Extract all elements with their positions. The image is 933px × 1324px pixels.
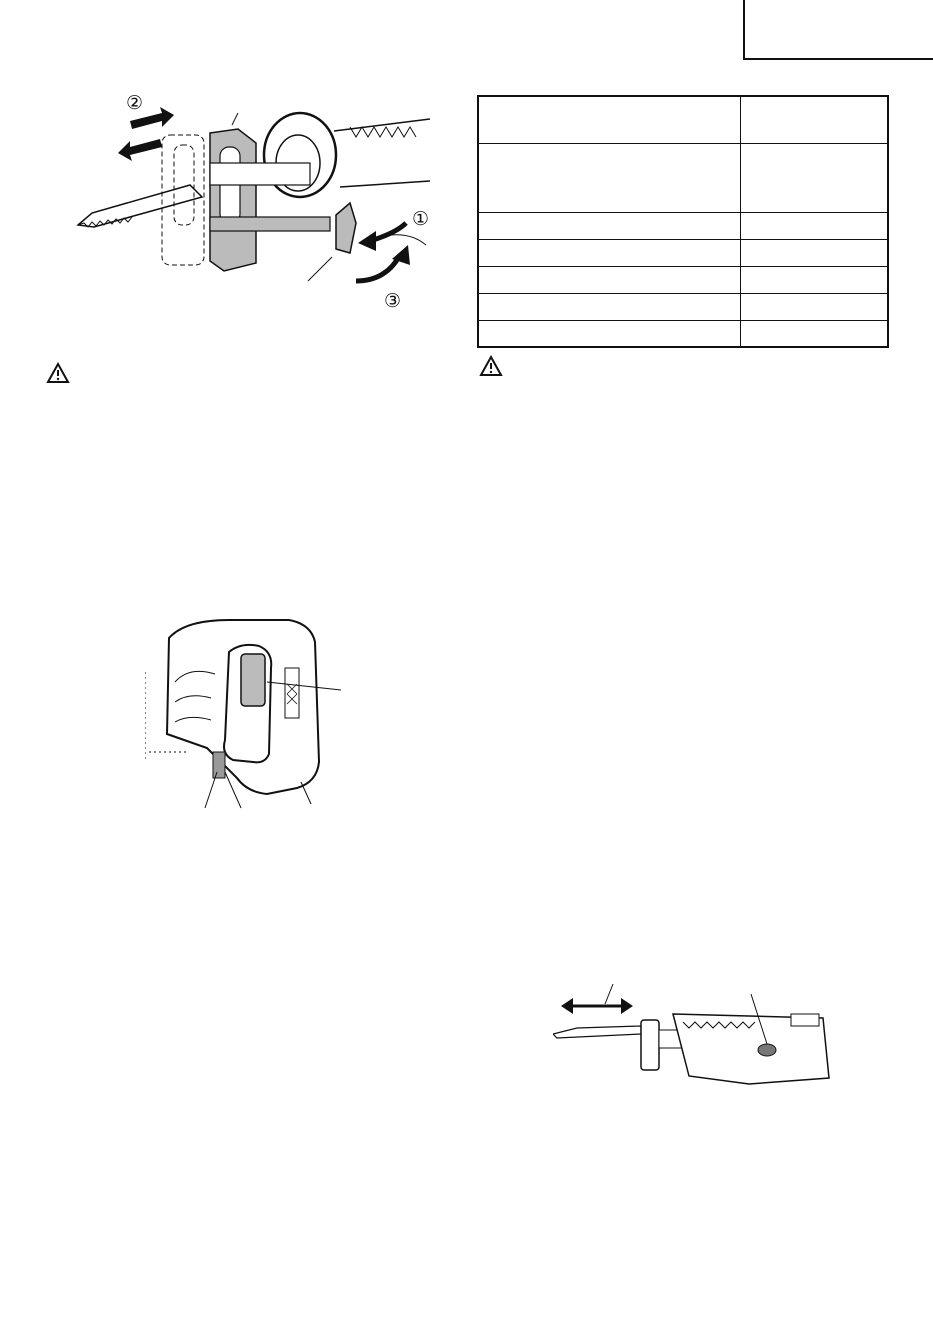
double-arrow-icon: [118, 107, 174, 161]
warning-triangle-icon: [479, 355, 503, 377]
double-arrow-icon: [561, 998, 633, 1014]
table-row: [478, 96, 888, 143]
table-row: [478, 239, 888, 266]
step-3-label: ③: [384, 290, 402, 312]
figure-handle-switch: [145, 612, 345, 817]
figure-shoe-adjust: [553, 980, 833, 1090]
table-cell: [478, 239, 741, 266]
table-cell: [478, 266, 741, 293]
table-cell: [741, 143, 889, 212]
table-row: [478, 212, 888, 239]
table-cell: [478, 143, 741, 212]
step-1-label: ①: [412, 208, 430, 230]
table-cell: [478, 212, 741, 239]
table-row: [478, 293, 888, 320]
step-2-label: ②: [126, 92, 144, 114]
table-cell: [741, 266, 889, 293]
language-tab: [743, 0, 933, 60]
table-row: [478, 266, 888, 293]
table-cell: [741, 212, 889, 239]
spec-table: [477, 95, 889, 348]
table-cell: [478, 320, 741, 347]
table-cell: [741, 320, 889, 347]
table-row: [478, 320, 888, 347]
table-cell: [741, 96, 889, 143]
figure-blade-change: [70, 85, 430, 315]
table-cell: [478, 96, 741, 143]
table-cell: [741, 293, 889, 320]
table-cell: [741, 239, 889, 266]
warning-triangle-icon: [46, 362, 70, 384]
table-row: [478, 143, 888, 212]
table-cell: [478, 293, 741, 320]
